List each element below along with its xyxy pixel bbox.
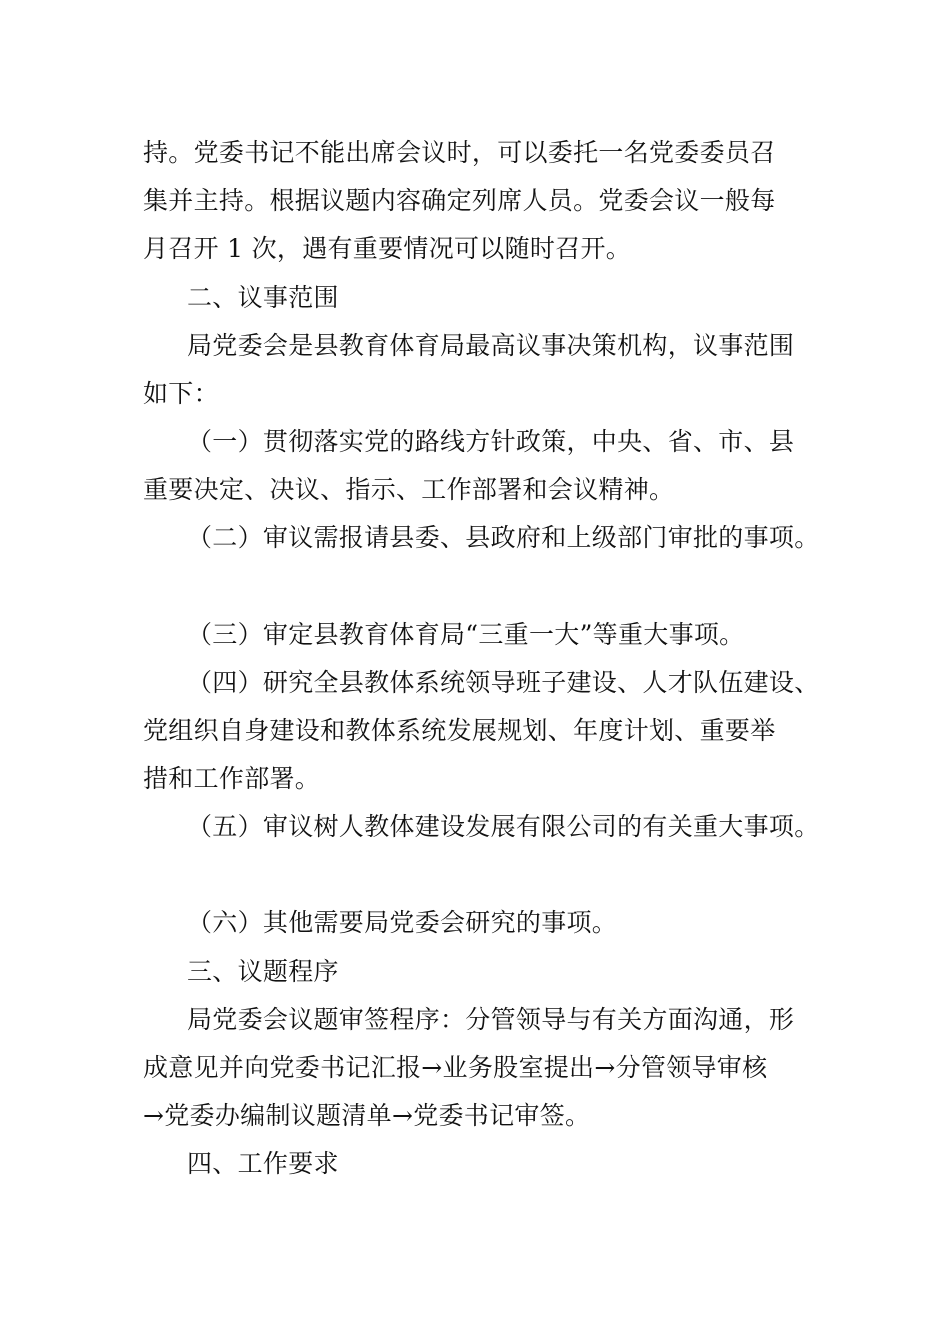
- body-line: 党组织自身建设和教体系统发展规划、年度计划、重要举: [143, 716, 776, 745]
- list-item-1: （一）贯彻落实党的路线方针政策，中央、省、市、县: [187, 427, 795, 456]
- section-heading: 二、议事范围: [187, 283, 339, 312]
- body-line: 措和工作部署。: [143, 764, 321, 793]
- section-heading: 三、议题程序: [187, 957, 339, 986]
- list-item-2: （二）审议需报请县委、县政府和上级部门审批的事项。: [187, 523, 820, 552]
- paragraph-start: 局党委会是县教育体育局最高议事决策机构，议事范围: [187, 331, 795, 360]
- paragraph-start: 局党委会议题审签程序：分管领导与有关方面沟通，形: [187, 1005, 795, 1034]
- section-heading: 四、工作要求: [187, 1149, 339, 1178]
- body-line: 月召开 1 次，遇有重要情况可以随时召开。: [143, 234, 632, 263]
- list-item-6: （六）其他需要局党委会研究的事项。: [187, 908, 618, 937]
- body-line: 持。党委书记不能出席会议时，可以委托一名党委委员召: [143, 138, 776, 167]
- body-line: →党委办编制议题清单→党委书记审签。: [143, 1101, 591, 1130]
- list-item-5: （五）审议树人教体建设发展有限公司的有关重大事项。: [187, 812, 820, 841]
- body-line: 成意见并向党委书记汇报→业务股室提出→分管领导审核: [143, 1053, 768, 1082]
- body-line: 集并主持。根据议题内容确定列席人员。党委会议一般每: [143, 186, 776, 215]
- list-item-3: （三）审定县教育体育局“三重一大”等重大事项。: [187, 620, 745, 649]
- body-line: 重要决定、决议、指示、工作部署和会议精神。: [143, 475, 675, 504]
- body-line: 如下：: [143, 379, 219, 408]
- list-item-4: （四）研究全县教体系统领导班子建设、人才队伍建设、: [187, 668, 820, 697]
